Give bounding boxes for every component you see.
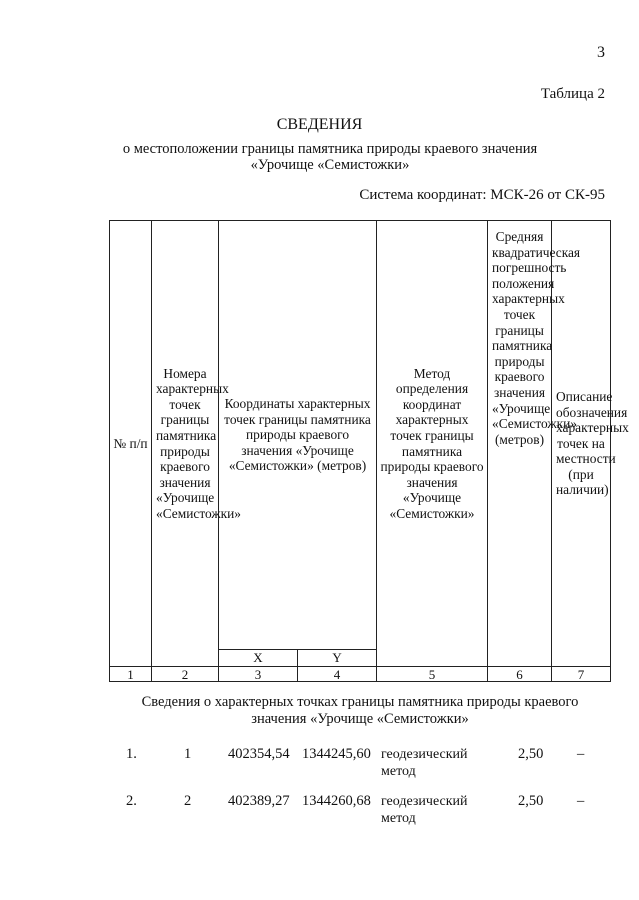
- row-y: 1344260,68: [302, 793, 371, 809]
- document-subtitle: [80, 141, 580, 173]
- row-method: [381, 793, 481, 827]
- header-description: Описание обозначения характерных точек на местности (при наличии): [552, 221, 611, 667]
- row-method-line-2: метод: [381, 811, 416, 826]
- col-number-1: 1: [110, 667, 152, 682]
- row-method: [381, 746, 481, 780]
- subtitle-line-1: о местоположении границы памятника природы краевого значения: [122, 141, 538, 157]
- header-method: Метод определения координат характерных точек границы памятника природы краевого значения «Урочище «Семистожки»: [377, 221, 488, 667]
- row-method-line-1: геодезический: [381, 794, 468, 809]
- col-number-7: 7: [552, 667, 611, 682]
- col-number-6: 6: [488, 667, 552, 682]
- row-x: 402354,54: [228, 746, 290, 762]
- row-description: –: [577, 793, 585, 809]
- row-description: –: [577, 746, 585, 762]
- header-x: X: [219, 650, 298, 667]
- row-method-line-1: геодезический: [381, 747, 468, 762]
- row-point: 1: [184, 746, 192, 762]
- col-number-2: 2: [152, 667, 219, 682]
- header-point-number: Номера характерных точек границы памятника природы краевого значения «Урочище «Семистожки»: [152, 221, 219, 667]
- col-number-5: 5: [377, 667, 488, 682]
- section-title-line-2: значения «Урочище «Семистожки»: [251, 711, 469, 727]
- row-x: 402389,27: [228, 793, 290, 809]
- table-label: Таблица 2: [540, 86, 605, 102]
- header-coordinates: Координаты характерных точек границы памятника природы краевого значения «Урочище «Семистожки» (метров): [219, 221, 377, 650]
- row-method-line-2: метод: [381, 764, 416, 779]
- header-num: № п/п: [110, 221, 152, 667]
- header-error: Средняя квадратическая погрешность положения характерных точек границы памятника природы краевого значения «Урочище «Семистожки» (метров): [488, 221, 552, 667]
- document-title: СВЕДЕНИЯ: [276, 116, 363, 133]
- header-table: [109, 220, 629, 682]
- subtitle-line-2: «Урочище «Семистожки»: [250, 157, 410, 173]
- coordinate-system: Система координат: МСК-26 от СК-95: [359, 187, 605, 203]
- row-y: 1344245,60: [302, 746, 371, 762]
- row-error: 2,50: [518, 793, 544, 809]
- row-point: 2: [184, 793, 192, 809]
- header-y: Y: [298, 650, 377, 667]
- page-number: 3: [597, 44, 605, 61]
- section-title-line-1: Сведения о характерных точках границы памятника природы краевого: [141, 694, 579, 710]
- row-error: 2,50: [518, 746, 544, 762]
- row-num: 1.: [126, 746, 137, 762]
- col-number-4: 4: [298, 667, 377, 682]
- section-title: [120, 694, 600, 728]
- row-num: 2.: [126, 793, 137, 809]
- col-number-3: 3: [219, 667, 298, 682]
